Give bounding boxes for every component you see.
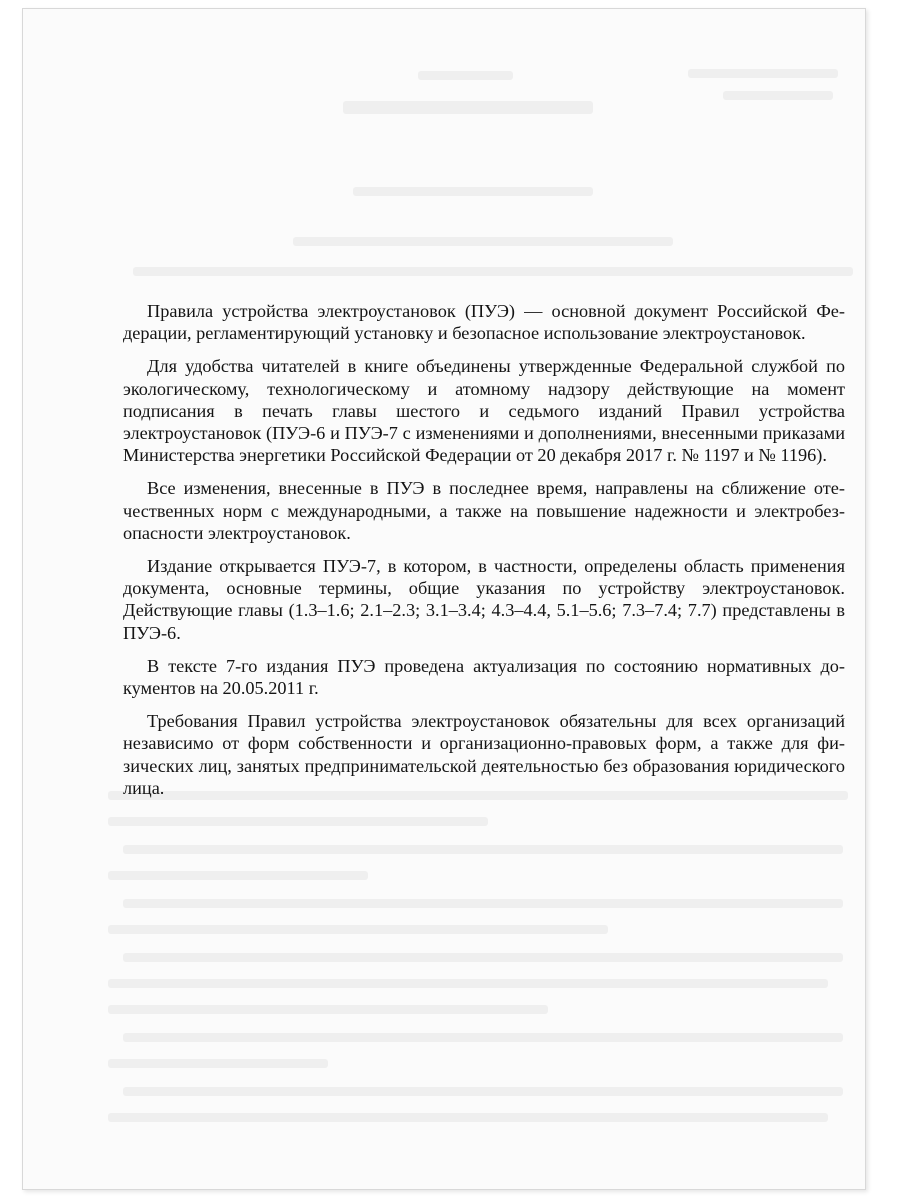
preface-text (123, 300, 845, 810)
paragraph: В тексте 7-го издания ПУЭ проведена актуализация по состоянию нормативных документов на 20.05.2011 г. (123, 655, 845, 699)
paragraph: Правила устройства электроустановок (ПУЭ) — основной документ Российской Федерации, регламентирующий установку и безопасное использование электроустановок. (123, 301, 845, 344)
paragraph: Для удобства читателей в книге объединены утвержденные Федеральной службой по экологическому, технологическому и атомному надзору действующие на момент подписания в печать главы шестого и седьмого изданий Правил устройства электроустановок (ПУЭ-6 и ПУЭ-7 с изменениями и дополнениями, внесенными приказами Министерства энергетики Российской Федерации от 20 декабря 2017 г. № 1197 и № 1196). (123, 356, 845, 466)
book-page (22, 8, 866, 1190)
paragraph: Все изменения, внесенные в ПУЭ в последнее время, направлены на сближение отечественных норм с международными, а также на повышение надежности и электробезопасности электроустановок. (123, 478, 845, 543)
paragraph: Требования Правил устройства электроустановок обязательны для всех организаций независимо от форм собственности и организационно-правовых форм, а также для физических лиц, занятых предпринимательской деятельностью без образования юридического лица. (123, 711, 845, 798)
paragraph: Издание открывается ПУЭ-7, в котором, в частности, определены область применения документа, основные термины, общие указания по устройству электроустановок. Действующие главы (1.3–1.6; 2.1–2.3; 3.1–3.4; 4.3–4.4, 5.1–5.6; 7.3–7.4; 7.7) представлены в ПУЭ-6. (123, 556, 845, 643)
